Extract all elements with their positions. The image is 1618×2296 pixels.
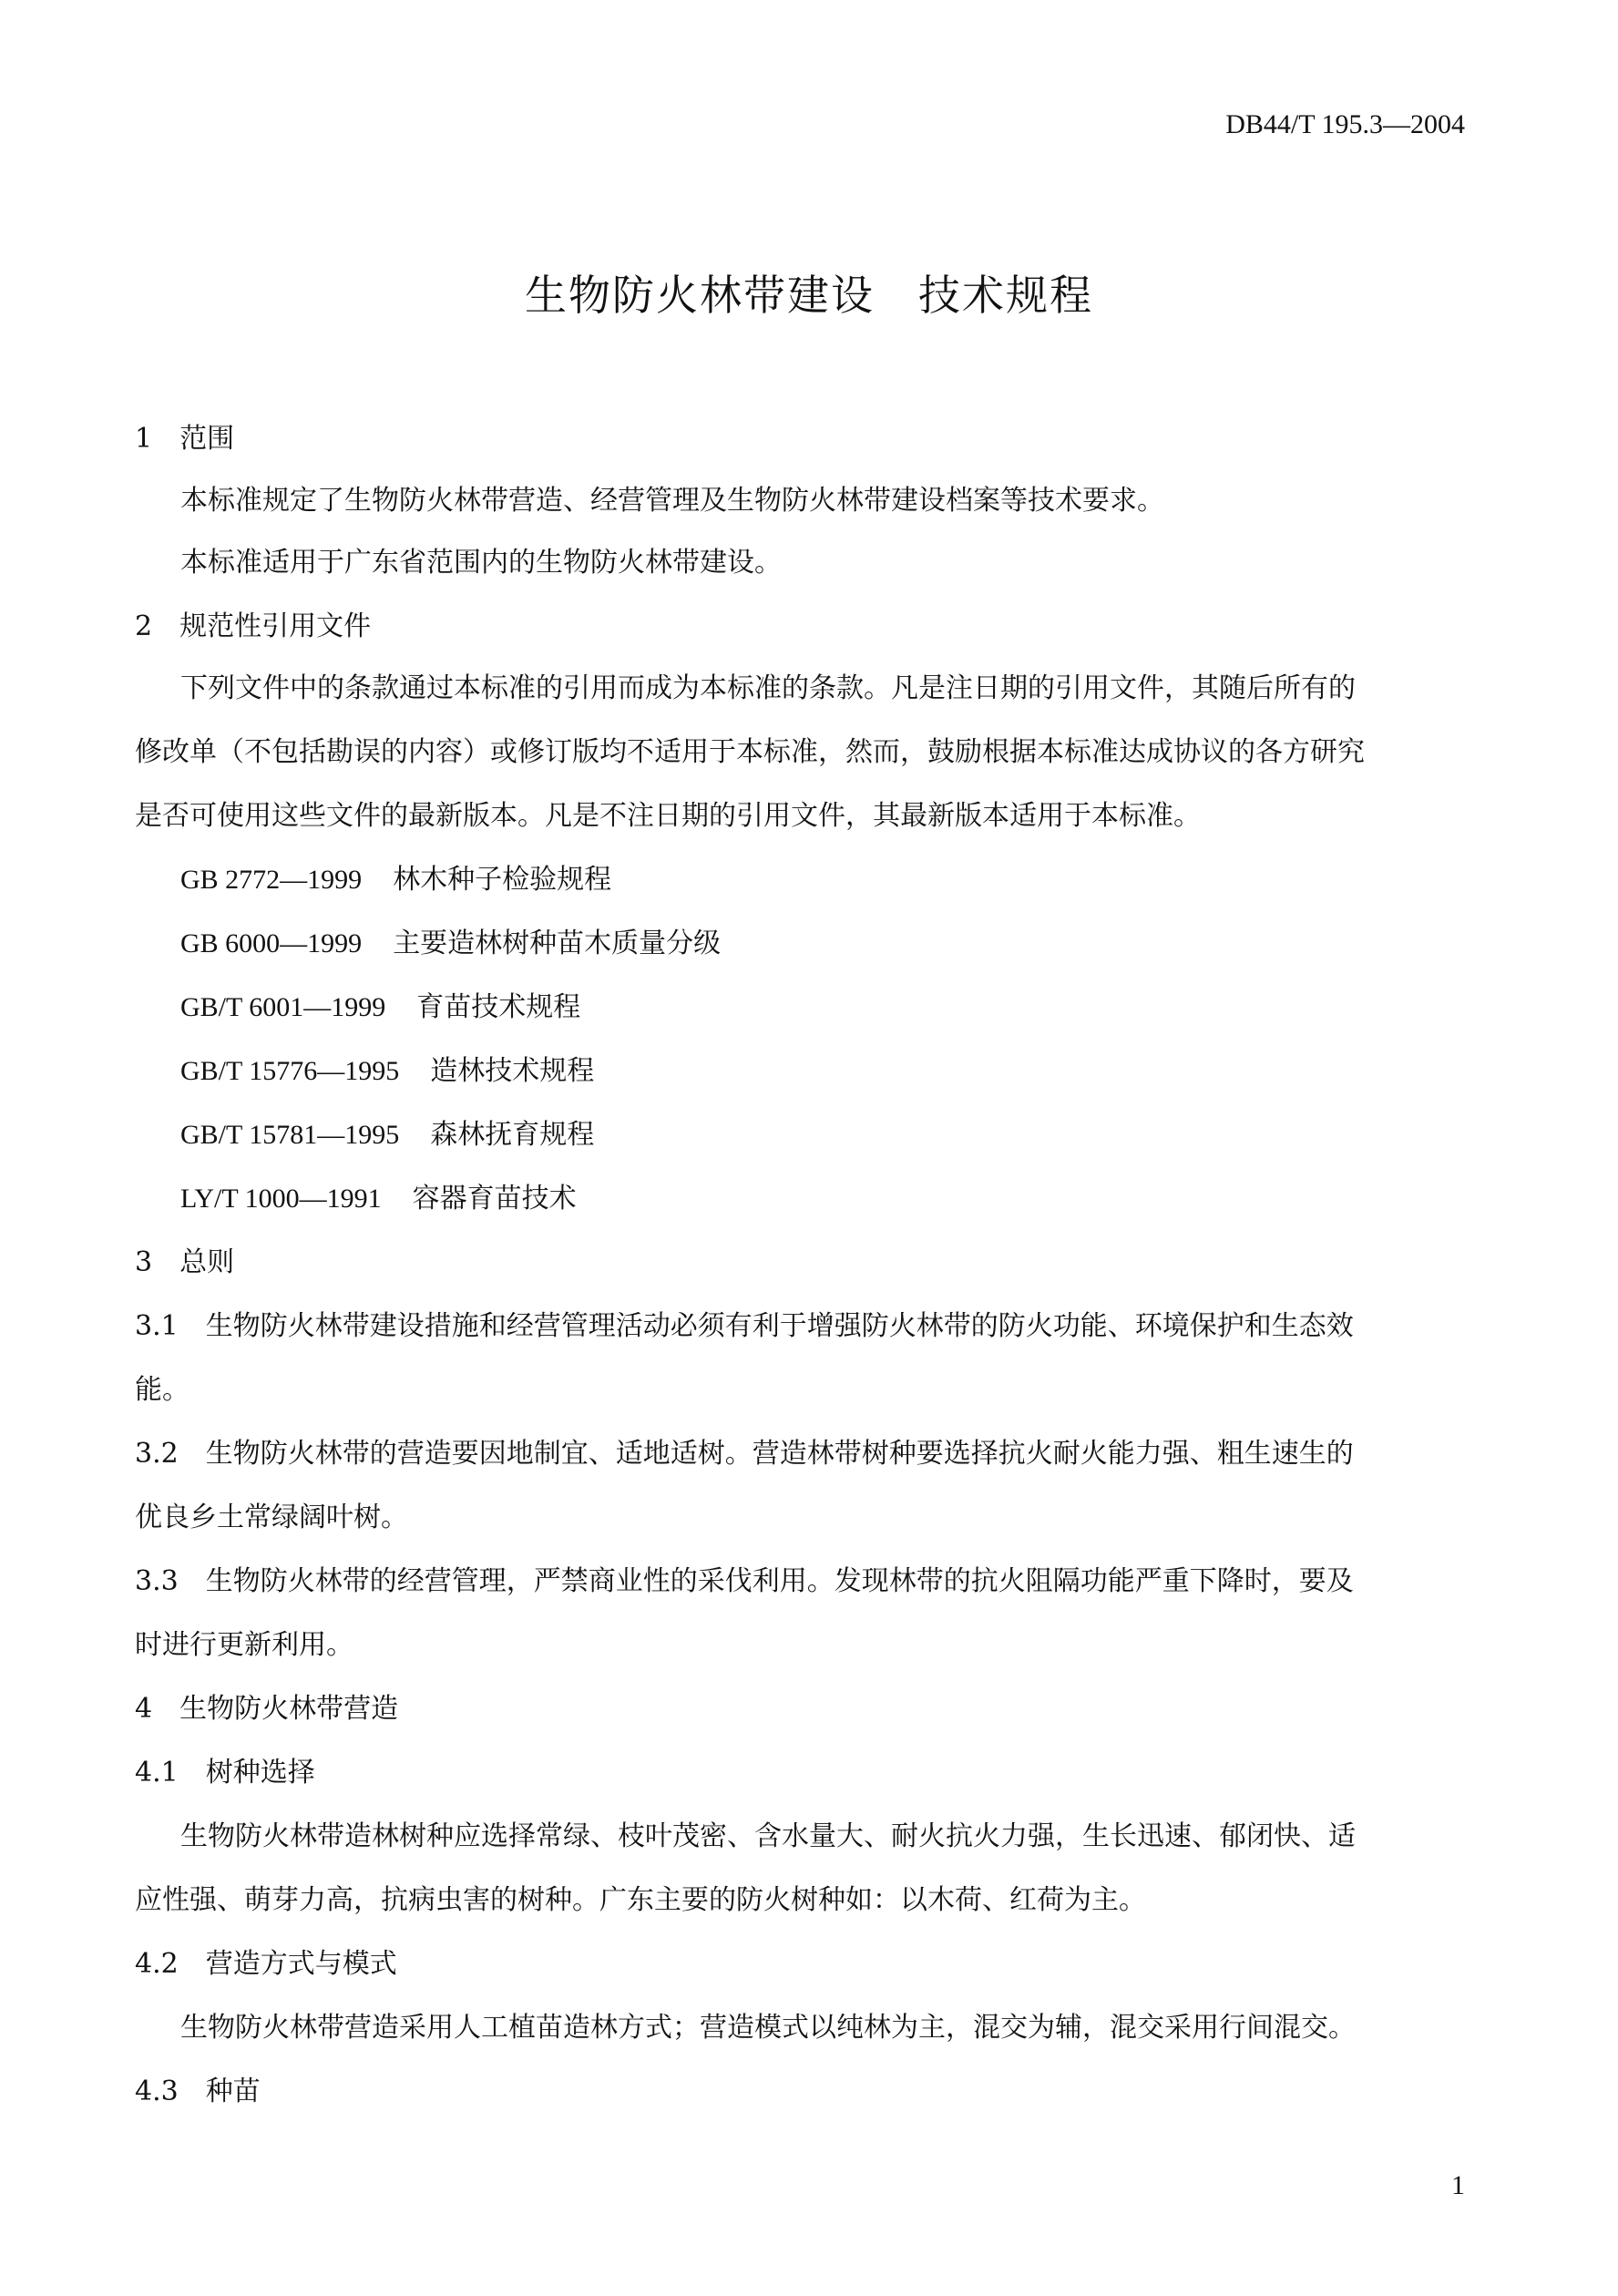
clause-4-3-heading: 4.3 种苗 bbox=[135, 2076, 261, 2107]
clause-3-3-line-1: 3.3 生物防火林带的经营管理，严禁商业性的采伐利用。发现林带的抗火阻隔功能严重下降时，要及 bbox=[135, 1565, 1354, 1597]
clause-4-2-line-1: 生物防火林带营造采用人工植苗造林方式；营造模式以纯林为主，混交为辅，混交采用行间混交。 bbox=[180, 2012, 1356, 2044]
reference-title: 育苗技术规程 bbox=[416, 991, 581, 1023]
reference-code: GB 2772—1999 bbox=[180, 865, 363, 895]
reference-item bbox=[180, 926, 1529, 962]
section-1-paragraph-2: 本标准适用于广东省范围内的生物防火林带建设。 bbox=[180, 547, 782, 579]
reference-code: LY/T 1000—1991 bbox=[180, 1184, 382, 1214]
document-title: 生物防火林带建设 技术规程 bbox=[525, 271, 1093, 320]
section-2-heading: 2 规范性引用文件 bbox=[135, 610, 372, 642]
reference-title: 森林抚育规程 bbox=[430, 1119, 595, 1151]
clause-3-1-line-1: 3.1 生物防火林带建设措施和经营管理活动必须有利于增强防火林带的防火功能、环境保护和生态效 bbox=[135, 1310, 1354, 1342]
section-2-paragraph-line-2: 修改单（不包括勘误的内容）或修订版均不适用于本标准，然而，鼓励根据本标准达成协议的各方研究 bbox=[135, 736, 1365, 768]
reference-item bbox=[180, 989, 1529, 1026]
clause-3-1-line-2: 能。 bbox=[135, 1374, 189, 1406]
section-4-heading: 4 生物防火林带营造 bbox=[135, 1693, 399, 1725]
reference-title: 容器育苗技术 bbox=[412, 1183, 577, 1215]
reference-item bbox=[180, 1181, 1529, 1217]
reference-title: 主要造林树种苗木质量分级 bbox=[393, 928, 722, 959]
section-3-heading: 3 总则 bbox=[135, 1246, 235, 1278]
page-number: 1 bbox=[1451, 2170, 1465, 2200]
reference-item bbox=[180, 1053, 1529, 1090]
clause-3-2-line-2: 优良乡土常绿阔叶树。 bbox=[135, 1502, 408, 1533]
reference-title: 林木种子检验规程 bbox=[393, 864, 612, 896]
document-code: DB44/T 195.3—2004 bbox=[1225, 109, 1465, 139]
reference-item bbox=[180, 862, 1529, 898]
clause-3-3-line-2: 时进行更新利用。 bbox=[135, 1629, 353, 1661]
clause-4-2-heading: 4.2 营造方式与模式 bbox=[135, 1948, 397, 1980]
clause-4-1-line-2: 应性强、萌芽力高，抗病虫害的树种。广东主要的防火树种如：以木荷、红荷为主。 bbox=[135, 1884, 1146, 1916]
reference-code: GB/T 15781—1995 bbox=[180, 1120, 400, 1150]
reference-title: 造林技术规程 bbox=[430, 1055, 595, 1087]
section-1-paragraph-1: 本标准规定了生物防火林带营造、经营管理及生物防火林带建设档案等技术要求。 bbox=[180, 485, 1164, 517]
clause-4-1-heading: 4.1 树种选择 bbox=[135, 1757, 315, 1789]
reference-code: GB 6000—1999 bbox=[180, 928, 363, 958]
reference-item bbox=[180, 1117, 1529, 1153]
clause-3-2-line-1: 3.2 生物防火林带的营造要因地制宜、适地适树。营造林带树种要选择抗火耐火能力强、粗生速生的 bbox=[135, 1438, 1354, 1470]
section-2-paragraph-line-3: 是否可使用这些文件的最新版本。凡是不注日期的引用文件，其最新版本适用于本标准。 bbox=[135, 800, 1201, 832]
reference-code: GB/T 6001—1999 bbox=[180, 992, 386, 1022]
reference-code: GB/T 15776—1995 bbox=[180, 1056, 400, 1086]
section-2-paragraph-line-1: 下列文件中的条款通过本标准的引用而成为本标准的条款。凡是注日期的引用文件，其随后所有的 bbox=[180, 672, 1356, 704]
clause-4-1-line-1: 生物防火林带造林树种应选择常绿、枝叶茂密、含水量大、耐火抗火力强，生长迅速、郁闭快、适 bbox=[180, 1820, 1356, 1852]
section-1-heading: 1 范围 bbox=[135, 423, 235, 455]
